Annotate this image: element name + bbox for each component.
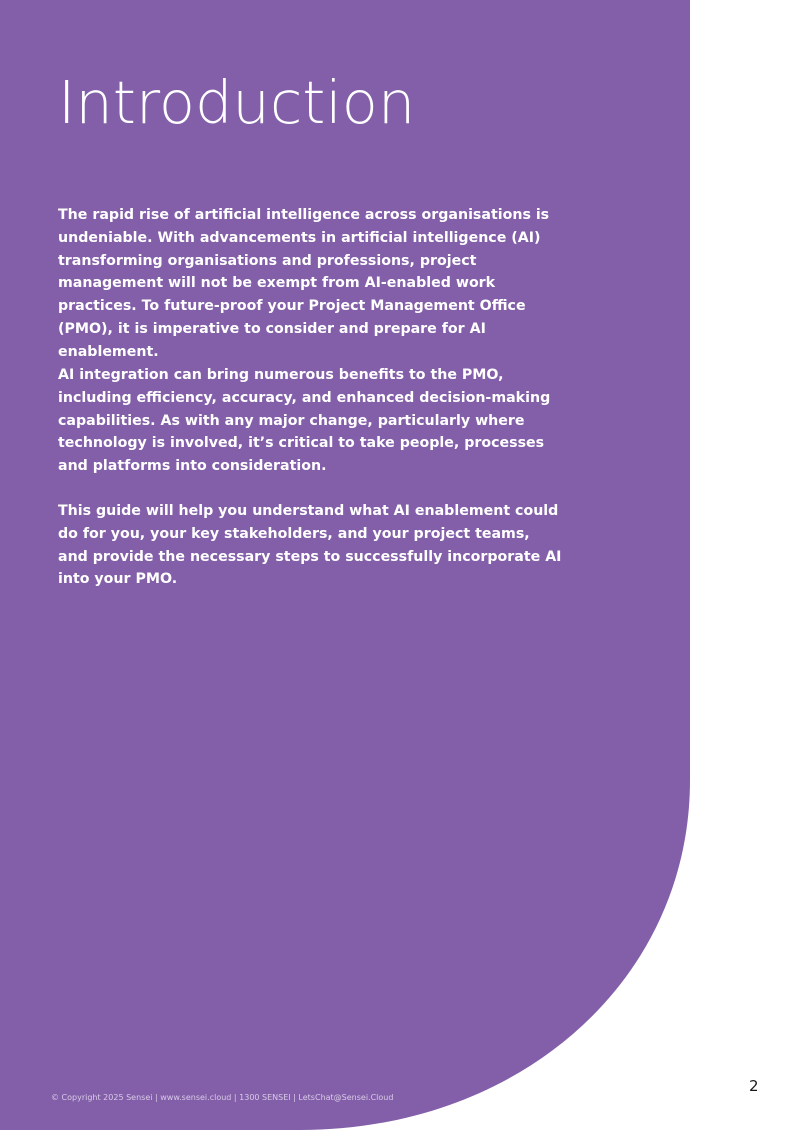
page-title: Introduction [58, 68, 416, 137]
footer-copyright: © Copyright 2025 Sensei | www.sensei.cloud | 1300 SENSEI | LetsChat@Sensei.Cloud [51, 1093, 394, 1102]
intro-paragraph-2: AI integration can bring numerous benefits to the PMO, including efficiency, accuracy, and enhanced decision-making capabilities. As with any major change, particularly where technology is involved, it’s critical to take people, processes and platforms into consideration. [58, 367, 551, 475]
intro-paragraph-3: This guide will help you understand what AI enablement could do for you, your key stakeholders, and your project teams, and provide the necessary steps to successfully incorporate AI into your PMO. [58, 503, 562, 588]
page-number: 2 [749, 1077, 759, 1095]
intro-paragraph-1: The rapid rise of artificial intelligence across organisations is undeniable. With advancements in artificial intelligence (AI) transforming organisations and professions, project management will not be exempt from AI-enabled work practices. To future-proof your Project Management Office (PMO), it is imperative to consider and prepare for AI enablement. [58, 207, 550, 360]
